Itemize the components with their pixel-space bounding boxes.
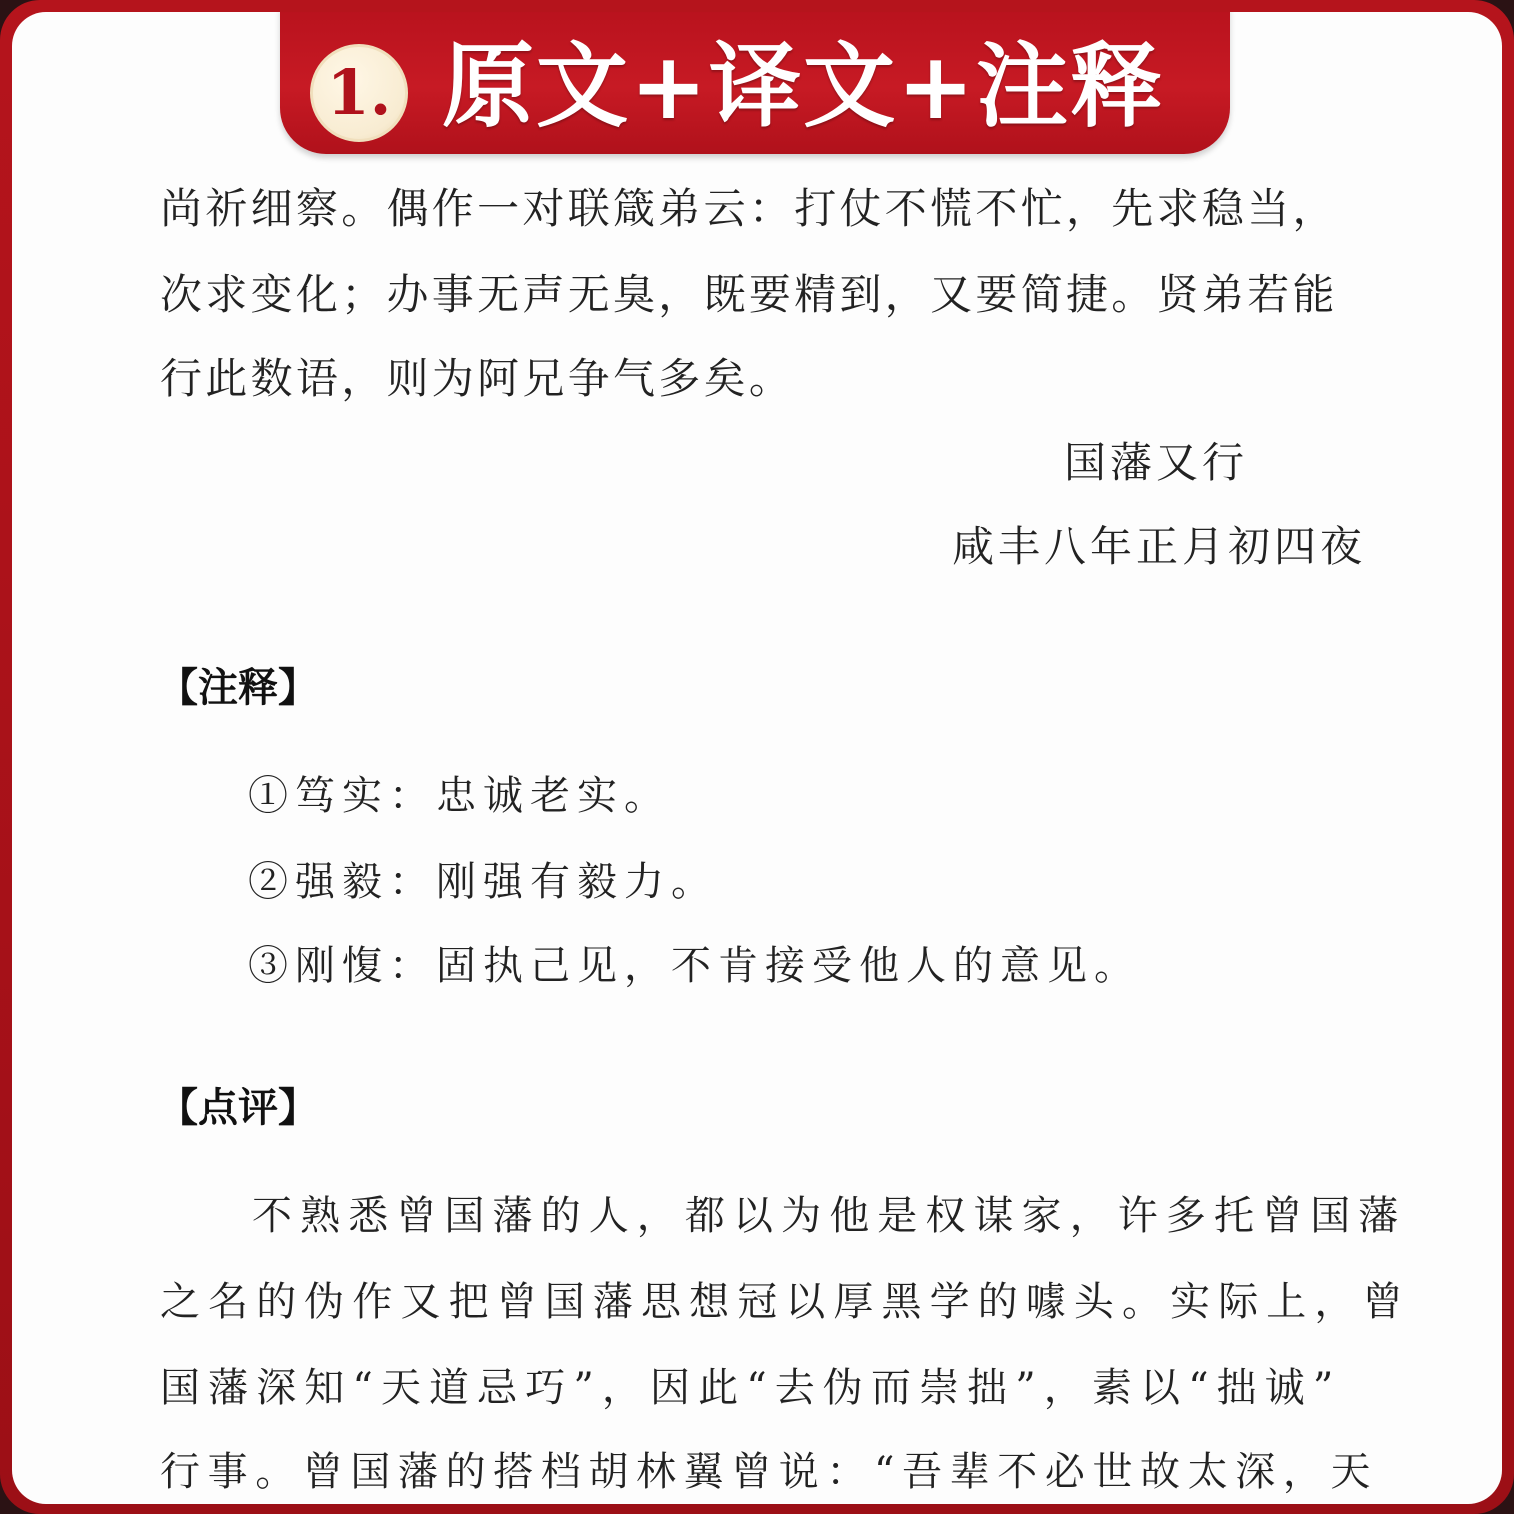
note-item: ②强毅：刚强有毅力。	[248, 859, 718, 905]
letter-date: 咸丰八年正月初四夜	[951, 522, 1366, 571]
comment-text-line: 不熟悉曾国藩的人，都以为他是权谋家，许多托曾国藩	[252, 1193, 1407, 1239]
comment-text-line: 行事。曾国藩的搭档胡林翼曾说：“吾辈不必世故太深，天	[160, 1449, 1379, 1495]
section-title: 原文+译文+注释	[442, 33, 1165, 140]
page-paper	[12, 12, 1502, 1504]
letter-signature: 国藩又行	[1063, 438, 1248, 487]
original-text-line: 行此数语，则为阿兄争气多矣。	[160, 354, 795, 403]
section-number-badge: 1.	[310, 44, 408, 142]
comment-heading: 【点评】	[158, 1085, 318, 1131]
comment-text-line: 国藩深知“天道忌巧”，因此“去伪而崇拙”，素以“拙诚”	[160, 1365, 1342, 1411]
original-text-line: 次求变化；办事无声无臭，既要精到，又要简捷。贤弟若能	[160, 270, 1338, 319]
note-item: ③刚愎：固执己见，不肯接受他人的意见。	[248, 943, 1141, 989]
section-banner	[280, 12, 1230, 154]
original-text-line: 尚祈细察。偶作一对联箴弟云：打仗不慌不忙，先求稳当，	[160, 184, 1338, 233]
notes-heading: 【注释】	[158, 665, 318, 711]
note-item: ①笃实：忠诚老实。	[248, 773, 671, 819]
comment-text-line: 之名的伪作又把曾国藩思想冠以厚黑学的噱头。实际上，曾	[160, 1279, 1411, 1325]
